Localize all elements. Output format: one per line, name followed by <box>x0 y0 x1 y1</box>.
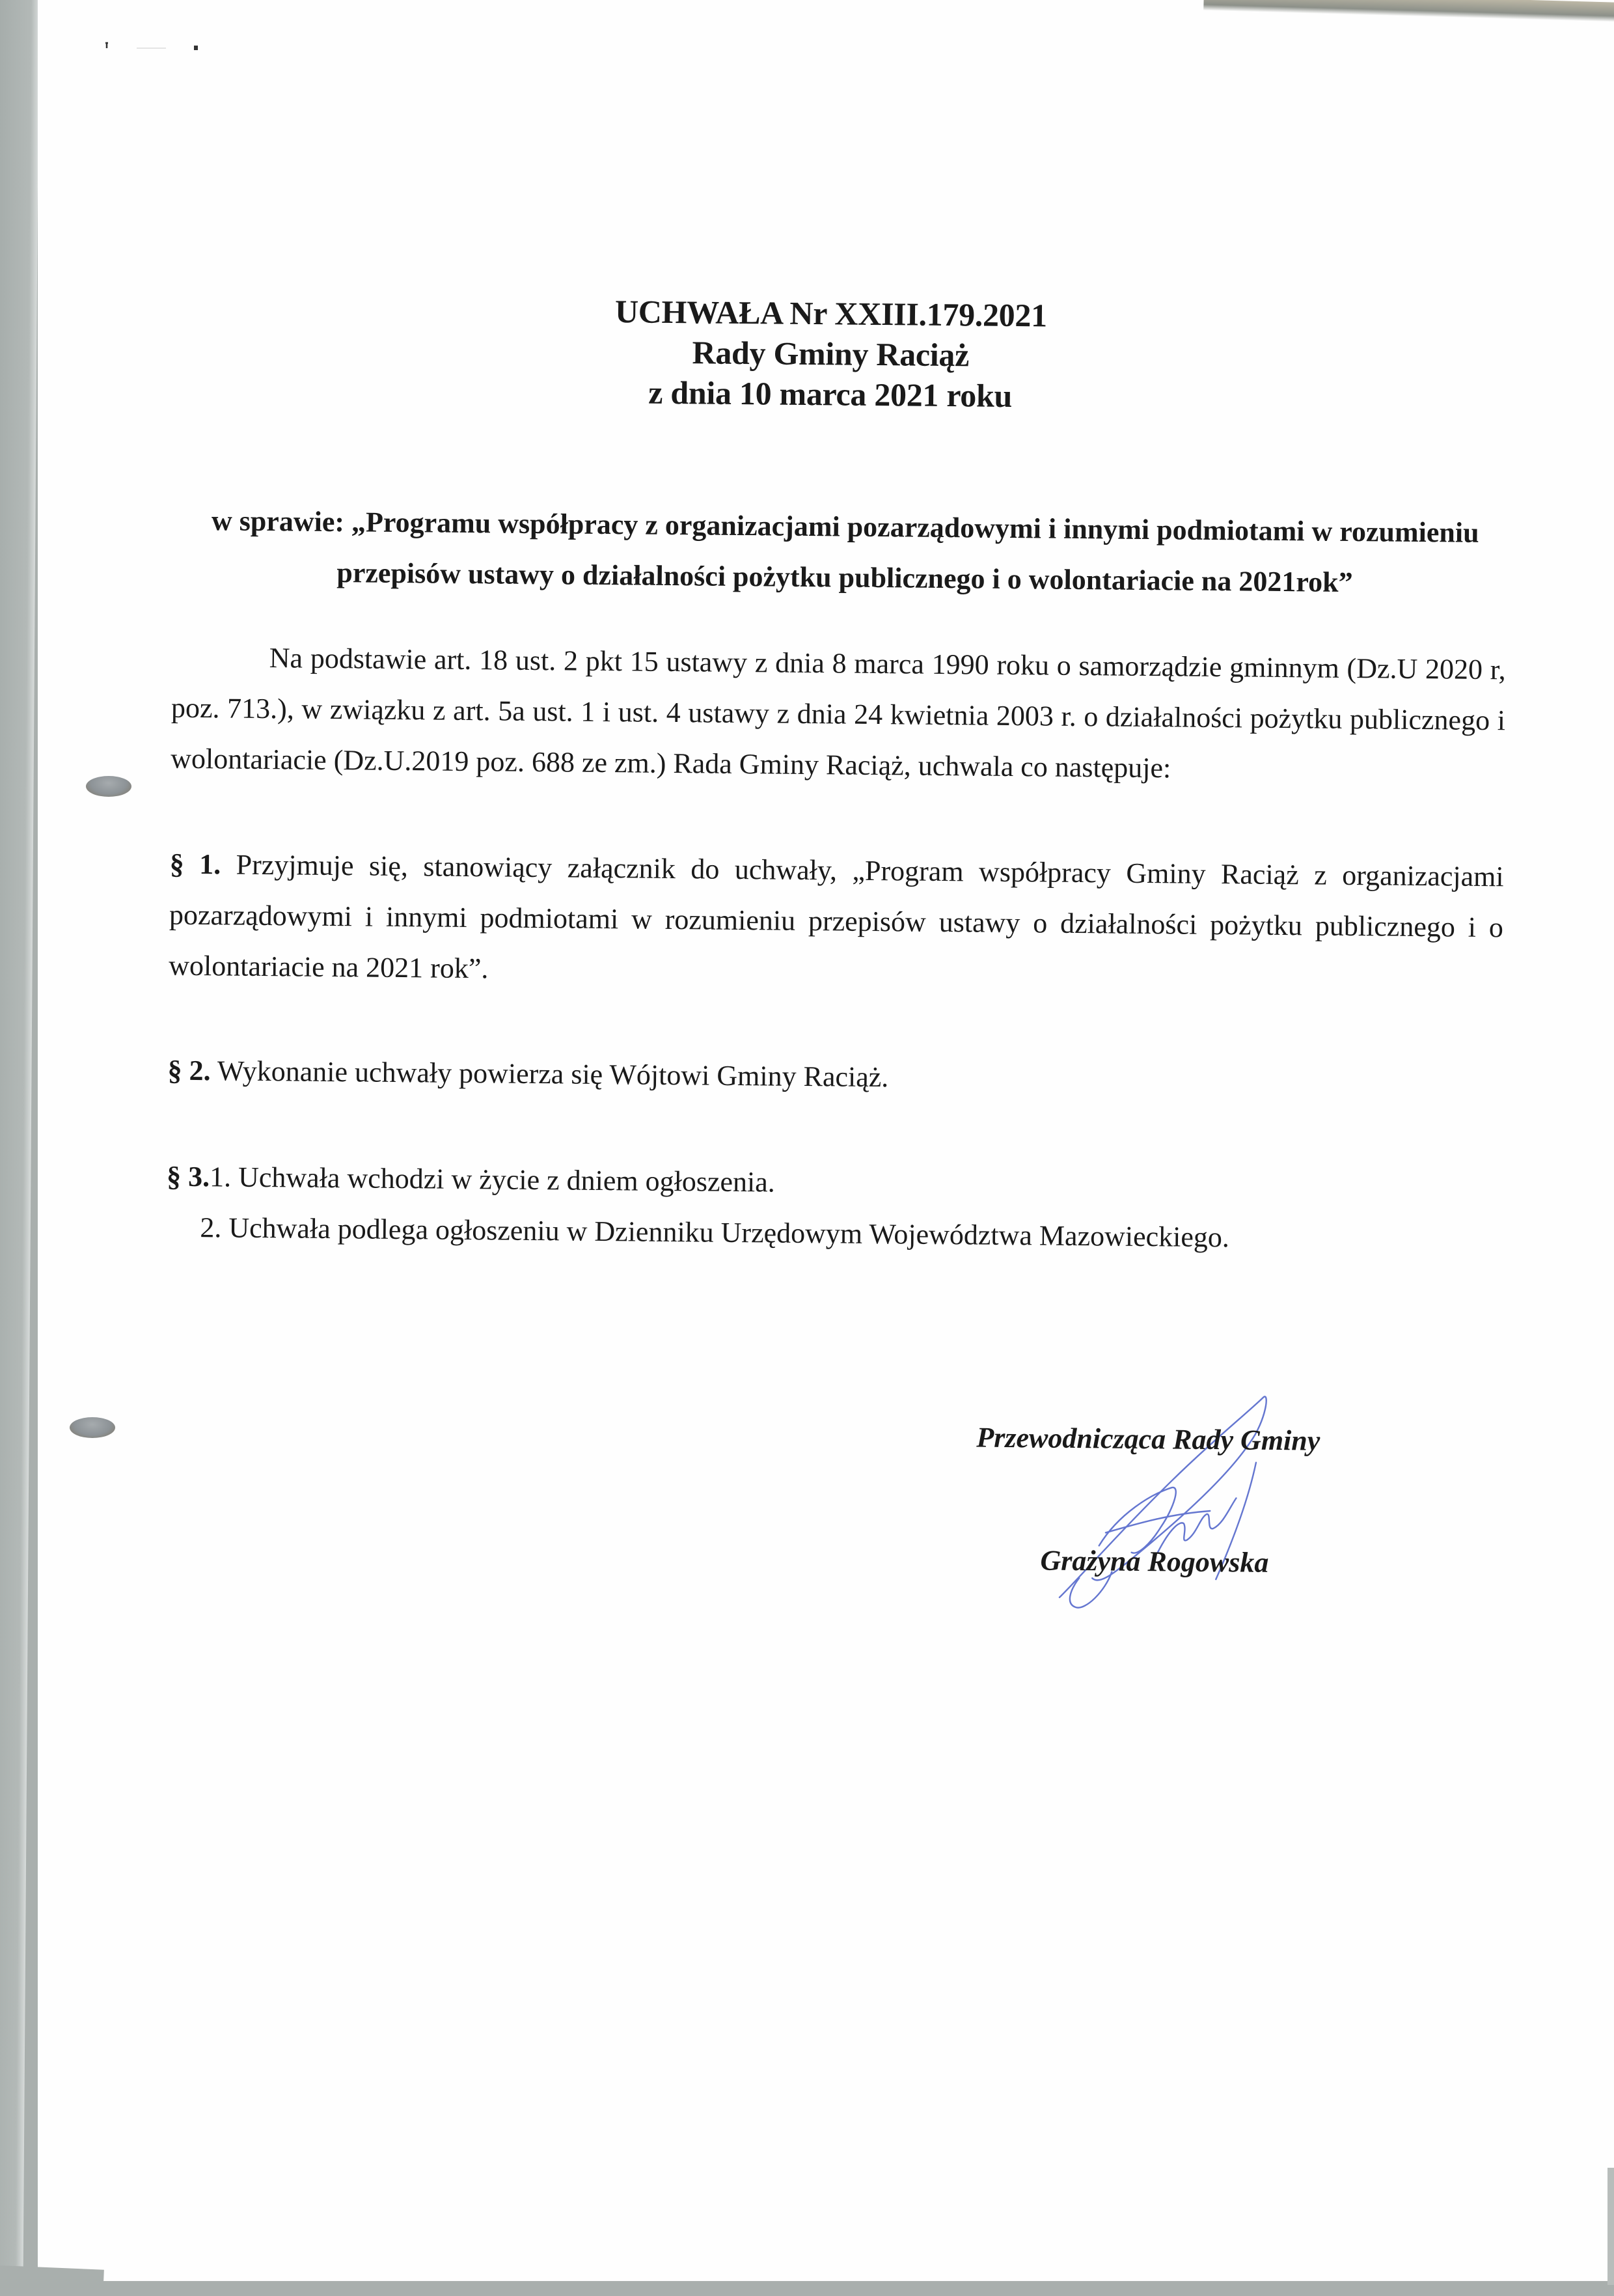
subject-line-1: w sprawie: „Programu współpracy z organizacjami pozarządowymi i innymi podmiotami w rozumieniu <box>211 505 1479 549</box>
preamble-text: Na podstawie art. 18 ust. 2 pkt 15 ustawy z dnia 8 marca 1990 roku o samorządzie gminnym (Dz.U 2020 r, poz. 713.), w związku z art. 5a ust. 1 i ust. 4 ustawy z dnia 24 kwietnia 2003 r. o działalności pożytku publicznego i wolontariacie (Dz.U.2019 poz. 688 ze zm.) Rada Gminy Raciąż, uchwala co następuje: <box>171 642 1506 784</box>
subject-line-2: przepisów ustawy o działalności pożytku publicznego i o wolontariacie na 2021rok” <box>336 557 1353 599</box>
paragraph-3 <box>166 1152 1501 1266</box>
paragraph-2 <box>167 1045 1502 1109</box>
legal-basis-preamble <box>171 632 1506 797</box>
signature-block <box>976 1421 1432 1579</box>
paragraph-1-text: Przyjmuje się, stanowiący załącznik do uchwały, „Program współpracy Gminy Raciąż z organizacjami pozarządowymi i innymi podmiotami w rozumieniu przepisów ustawy o działalności pożytku publicznego i o wolontariacie na 2021 rok”. <box>169 848 1504 985</box>
paragraph-3-item-2: 2. Uchwała podlega ogłoszeniu w Dzienniku Urzędowym Województwa Mazowieckiego. <box>200 1211 1230 1254</box>
resolution-title: UCHWAŁA Nr XXIII.179.2021 <box>614 293 1048 334</box>
paragraph-2-text: Wykonanie uchwały powierza się Wójtowi Gminy Raciąż. <box>210 1055 889 1094</box>
resolution-issuer: Rady Gminy Raciąż <box>692 334 970 374</box>
resolution-subject <box>178 495 1512 610</box>
resolution-header <box>394 289 1267 419</box>
paragraph-3-marker: § 3. <box>166 1160 210 1193</box>
signatory-role: Przewodnicząca Rady Gminy <box>976 1421 1320 1457</box>
paragraph-3-item-1: 1. Uchwała wchodzi w życie z dniem ogłoszenia. <box>209 1161 776 1198</box>
paragraph-2-marker: § 2. <box>167 1054 211 1087</box>
paragraph-1 <box>169 839 1504 1004</box>
scanner-edge-right <box>1607 2168 1614 2285</box>
handwritten-signature <box>1040 1383 1328 1620</box>
paragraph-1-marker: § 1. <box>169 848 221 881</box>
resolution-date: z dnia 10 marca 2021 roku <box>648 374 1013 414</box>
signatory-name: Grażyna Rogowska <box>1040 1544 1269 1579</box>
